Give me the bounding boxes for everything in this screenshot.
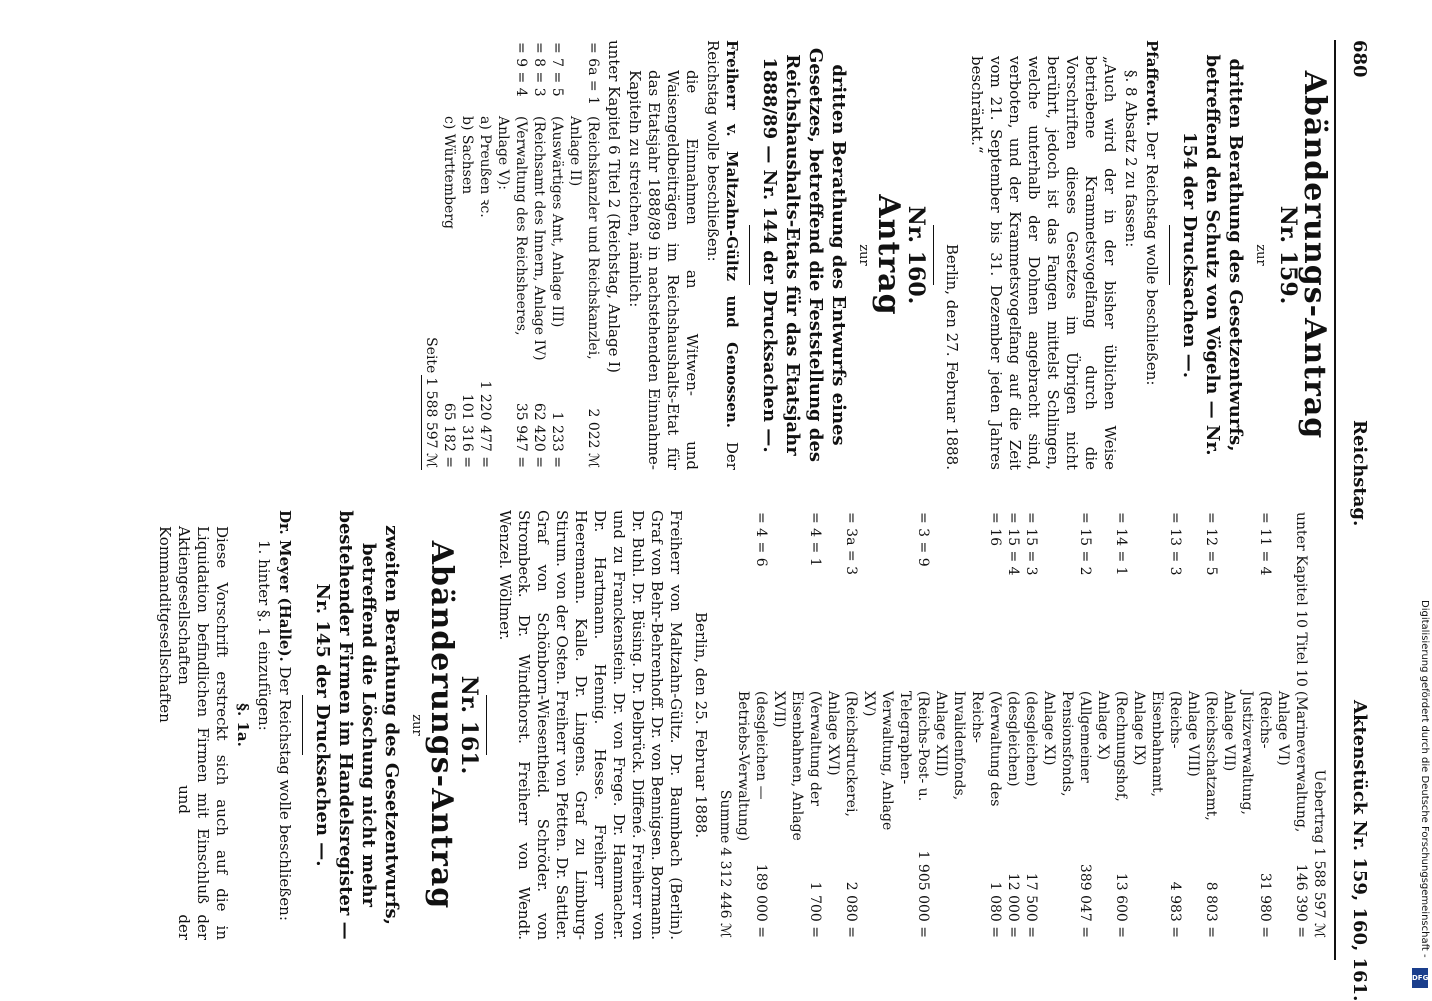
left-column — [421, 40, 1332, 470]
nr160-amount-row — [548, 40, 566, 470]
nr160-amount-amount: 35 947 = — [513, 402, 529, 468]
continued-amount-row — [1130, 510, 1184, 940]
divider — [749, 225, 750, 285]
nr161-title: Abänderungs-Antrag — [424, 540, 459, 910]
continued-amount-chapter: = 4 = 6 — [753, 512, 769, 567]
nr159-title: Abänderungs-Antrag — [1297, 70, 1332, 440]
nr160-motion — [703, 40, 741, 470]
nr160-zur: zur — [856, 244, 871, 266]
continued-amount-amount: 389 047 = — [1077, 863, 1093, 938]
nr160-amount-amount: 101 316 = — [459, 393, 475, 468]
continued-amount-amount: 4 983 = — [1167, 881, 1183, 938]
nr160-amount-amount: 65 182 = — [441, 402, 457, 468]
continued-amount-amount: 146 390 = — [1293, 863, 1309, 938]
nr160-amount-chapter: = 7 = 5 — [549, 42, 565, 97]
nr161-bill: zweiten Berathung des Gesetzentwurfs, betreffend die Löschung nicht mehr bestehender Firmen im Handelsregister — Nr. 145 der Drucksachen —. — [312, 510, 402, 940]
continued-amount-chapter: = 14 = 1 — [1113, 512, 1129, 576]
nr161-number: Nr. 161. — [456, 675, 482, 775]
continued-amount-amount: 12 000 = — [1005, 872, 1021, 938]
nr160-amount-chapter — [476, 40, 494, 114]
nr160-amount-label: (Reichsamt des Innern, Anlage IV) — [531, 116, 547, 361]
digitization-footer — [1408, 0, 1432, 1000]
nr160-text: die Einnahmen an Witwen- und Waisengeldbeiträgen im Reichshaushalts-Etat für das Etatsjahr 1888/89 in nachstehenden Einnahme-Kapiteln zu streichen, nämlich: — [626, 70, 701, 470]
nr159-intro: Der Reichstag wolle beschließen: — [1143, 131, 1161, 386]
nr159-motion — [1142, 40, 1161, 470]
nr160-amount-chapter — [458, 40, 476, 114]
publication-name: Reichstag. — [1349, 420, 1370, 527]
nr159-date: Berlin, den 27. Februar 1888. — [943, 243, 961, 470]
nr160-amount-label: a) Preußen ꝛc. — [477, 116, 493, 218]
page-header — [1334, 40, 1376, 1001]
continued-amount-amount: 1 700 = — [807, 881, 823, 938]
continued-amount-chapter: = 12 = 5 — [1203, 512, 1219, 576]
continued-amount-row — [860, 510, 932, 940]
nr160-amount-label: c) Württemberg — [441, 116, 457, 229]
divider — [486, 695, 487, 755]
continued-amount-chapter: = 15 = 3 — [1023, 512, 1039, 576]
carry-value: 1 588 597 ℳ — [1311, 847, 1327, 938]
continued-amount-chapter: = 3a = 3 — [843, 512, 859, 575]
nr160-intro: Der Reichstag wolle beschließen: — [704, 40, 741, 470]
continued-amount-chapter: = 15 = 2 — [1077, 512, 1093, 576]
nr160-lead: unter Kapitel 6 Titel 2 (Reichstag, Anlage I) — [605, 40, 623, 374]
continued-amount-row — [1022, 510, 1040, 940]
continued-amount-row — [1274, 510, 1310, 940]
continued-amount-label: (Reichsdruckerei, Anlage XVI) — [825, 690, 859, 817]
continued-amount-chapter: = 11 = 4 — [1257, 512, 1273, 576]
continued-amount-row — [932, 510, 1004, 940]
continued-amount-amount: 2 080 = — [843, 881, 859, 938]
continued-amount-amount: 13 600 = — [1113, 872, 1129, 938]
nr160-signers: Freiherr von Maltzahn-Gültz. Dr. Baumbach (Berlin). Graf von Behr-Behrenhoff. Dr. von Bennigsen. Bormann. Dr. Buhl. Dr. Büsing. Dr. Delbrück. Diffené. Freiherr von und zu Franckenstein. Dr. von Frege. Dr. Hammacher. Dr. Hartmann. Hennig. Hesse. Freiherr von Heeremann. Kalle. Dr. Lingens. Graf zu Limburg-Stirum. von der Osten. Freiherr von Pfetten. Dr. Sattler. Graf von Schönborn-Wiesentheid. Schröder. von Strombeck. Dr. Windthorst. Freiherr von Wendt. Wenzel. Wöllmer. — [496, 510, 685, 940]
continued-amount-amount: 1 905 000 = — [915, 850, 931, 938]
continued-amount-amount: 189 000 = — [753, 863, 769, 938]
nr160-bill: dritten Berathung des Entwurfs eines Gesetzes, betreffend die Feststellung des Reichshaushalts-Etats für das Etatsjahr 1888/89 — Nr. 144 der Drucksachen —. — [759, 47, 849, 463]
continued-amount-chapter: = 13 = 3 — [1167, 512, 1183, 576]
continued-amount-row — [1040, 510, 1094, 940]
nr159-number: Nr. 159. — [1275, 205, 1301, 305]
continued-amount-amount: 1 080 = — [987, 881, 1003, 938]
nr160-amount-amount: 62 420 = — [531, 402, 547, 468]
right-column — [153, 510, 1328, 940]
continued-amount-label: (Verwaltung des Reichs-Invalidenfonds, Anlage XIII) — [933, 690, 1003, 807]
nr160-amount-chapter: = 9 = 4 — [513, 42, 529, 97]
document-reference: Aktenstück Nr. 159, 160, 161. — [1349, 700, 1370, 1001]
nr161-paragraph: §. 1a. — [234, 703, 252, 747]
continued-amount-row — [770, 510, 824, 940]
continued-amount-label: (Verwaltung der Eisenbahnen, Anlage XVII) — [771, 690, 823, 841]
continued-amount-row — [1184, 510, 1220, 940]
continued-amount-label: (Rechnungshof, Anlage X) — [1095, 690, 1129, 802]
nr160-amount-label: (Reichskanzler und Reichskanzlei, Anlage II) — [567, 116, 601, 360]
nr159-zur: zur — [1253, 244, 1268, 266]
divider — [1169, 225, 1170, 285]
rotated-page-content — [136, 40, 1376, 1001]
nr160-amount-row — [476, 40, 494, 470]
sum-label: Summe — [717, 789, 733, 844]
continued-amount-amount: 31 980 = — [1257, 872, 1273, 938]
nr161-zur: zur — [409, 714, 424, 736]
nr160-amount-row — [458, 40, 476, 470]
continued-amount-label: (Reichsschatzamt, Anlage VIII) — [1185, 690, 1219, 821]
nr161-intro: Der Reichstag wolle beschließen: — [276, 666, 294, 921]
continued-amount-row — [1004, 510, 1022, 940]
continued-amount-label: (Allgemeiner Pensionsfonds, Anlage XI) — [1041, 690, 1093, 797]
nr160-amount-row — [566, 40, 602, 470]
nr159-bill: dritten Berathung des Gesetzentwurfs, betreffend den Schutz von Vögeln — Nr. 154 der Drucksachen —. — [1179, 54, 1246, 456]
continued-amount-label: (Reichs-Eisenbahnamt, Anlage IX) — [1131, 690, 1183, 798]
continued-amount-label: (desgleichen) — [1023, 690, 1039, 787]
nr160-amount-label: b) Sachsen — [459, 116, 475, 195]
nr159-paragraph: §. 8 Absatz 2 zu fassen: — [1122, 70, 1140, 248]
continued-amount-row — [824, 510, 860, 940]
sum-row — [716, 510, 734, 940]
nr160-number: Nr. 160. — [903, 205, 929, 305]
nr160-amount-row — [440, 40, 458, 470]
nr160-amount-chapter: = 6a = 1 — [585, 42, 601, 105]
nr161-text: Diese Vorschrift erstreckt sich auch auf die in Liquidation befindlichen Firmen mit Einschluß der Aktiengesellschaften und der Kommanditgesellschaften — [156, 526, 231, 940]
continued-amount-chapter: unter Kapitel 10 Titel 10 — [1293, 512, 1309, 687]
continued-amount-label: (Reichs-Post- u. Telegraphen-Verwaltung, Anlage XV) — [861, 690, 931, 831]
continued-amount-amount: 17 500 = — [1023, 872, 1039, 938]
nr160-mover: Freiherr v. Maltzahn-Gültz und Genossen. — [723, 40, 741, 428]
continued-amount-label: (desgleichen) — [1005, 690, 1021, 787]
nr160-amount-label: (Auswärtiges Amt, Anlage III) — [549, 116, 565, 328]
nr160-amount-row — [530, 40, 548, 470]
nr161-item: 1. hinter §. 1 einzufügen: — [255, 540, 273, 731]
dfg-logo-icon: DFG — [1412, 968, 1428, 988]
sum-value: 4 312 446 ℳ — [717, 847, 733, 938]
nr160-amount-amount: 1 233 = — [549, 411, 565, 468]
nr161-mover: Dr. Meyer (Halle). — [276, 510, 294, 662]
page-number: 680 — [1349, 40, 1370, 78]
continued-amount-label: (Marineverwaltung, Anlage VI) — [1275, 690, 1309, 833]
continued-amount-chapter: = 4 = 1 — [807, 512, 823, 567]
digitization-credit: Digitalisierung gefördert durch die Deutsche Forschungsgemeinschaft - — [1419, 600, 1430, 958]
nr160-amount-row — [494, 40, 530, 470]
continued-amount-row — [734, 510, 770, 940]
continued-amount-amount: 8 803 = — [1203, 881, 1219, 938]
nr160-subtotal-label: Seite — [423, 337, 439, 374]
nr161-motion — [275, 510, 294, 940]
nr160-title: Antrag — [871, 194, 906, 316]
carry-label: Uebertrag — [1311, 769, 1327, 844]
nr159-quote: „Auch wird der in der bisher üblichen Weise betriebene Krammetsvogelfang durch die Vorschriften dieses Gesetzes im Übrigen nicht berührt, jedoch ist das Fangen mittelst Schlingen, welche unterhalb der Dohnen angebracht sind, verboten, und der Krammetsvogelfang auf die Zeit vom 21. September bis 31. Dezember jeden Jahres beschränkt.“ — [968, 56, 1119, 470]
nr160-amount-amount: 1 220 477 = — [477, 380, 493, 468]
continued-amount-row — [1094, 510, 1130, 940]
continued-amount-label: (Reichs-Justizverwaltung, Anlage VII) — [1221, 690, 1273, 815]
continued-amount-chapter: = 16 — [987, 512, 1003, 546]
divider — [933, 225, 934, 285]
continued-amount-row — [1220, 510, 1274, 940]
nr160-signing-date: Berlin, den 25. Februar 1888. — [692, 611, 710, 839]
nr160-amount-chapter — [440, 40, 458, 114]
nr159-mover: Pfafferott. — [1143, 40, 1161, 127]
nr160-amount-table — [421, 40, 602, 470]
nr160-subtotal-row — [422, 40, 441, 470]
continued-amount-label: (desgleichen — Betriebs-Verwaltung) — [735, 690, 769, 842]
carry-row — [1310, 510, 1328, 940]
nr160-amount-label: (Verwaltung des Reichsheeres, Anlage V): — [495, 116, 529, 336]
continued-amount-table — [716, 510, 1328, 940]
nr160-amount-chapter: = 8 = 3 — [531, 42, 547, 97]
divider — [302, 695, 303, 755]
nr160-subtotal-value: 1 588 597 ℳ — [423, 377, 439, 468]
continued-amount-chapter: = 15 = 4 — [1005, 512, 1021, 576]
nr160-amount-amount: 2 022 ℳ — [585, 408, 601, 468]
continued-amount-chapter: = 3 = 9 — [915, 512, 931, 567]
